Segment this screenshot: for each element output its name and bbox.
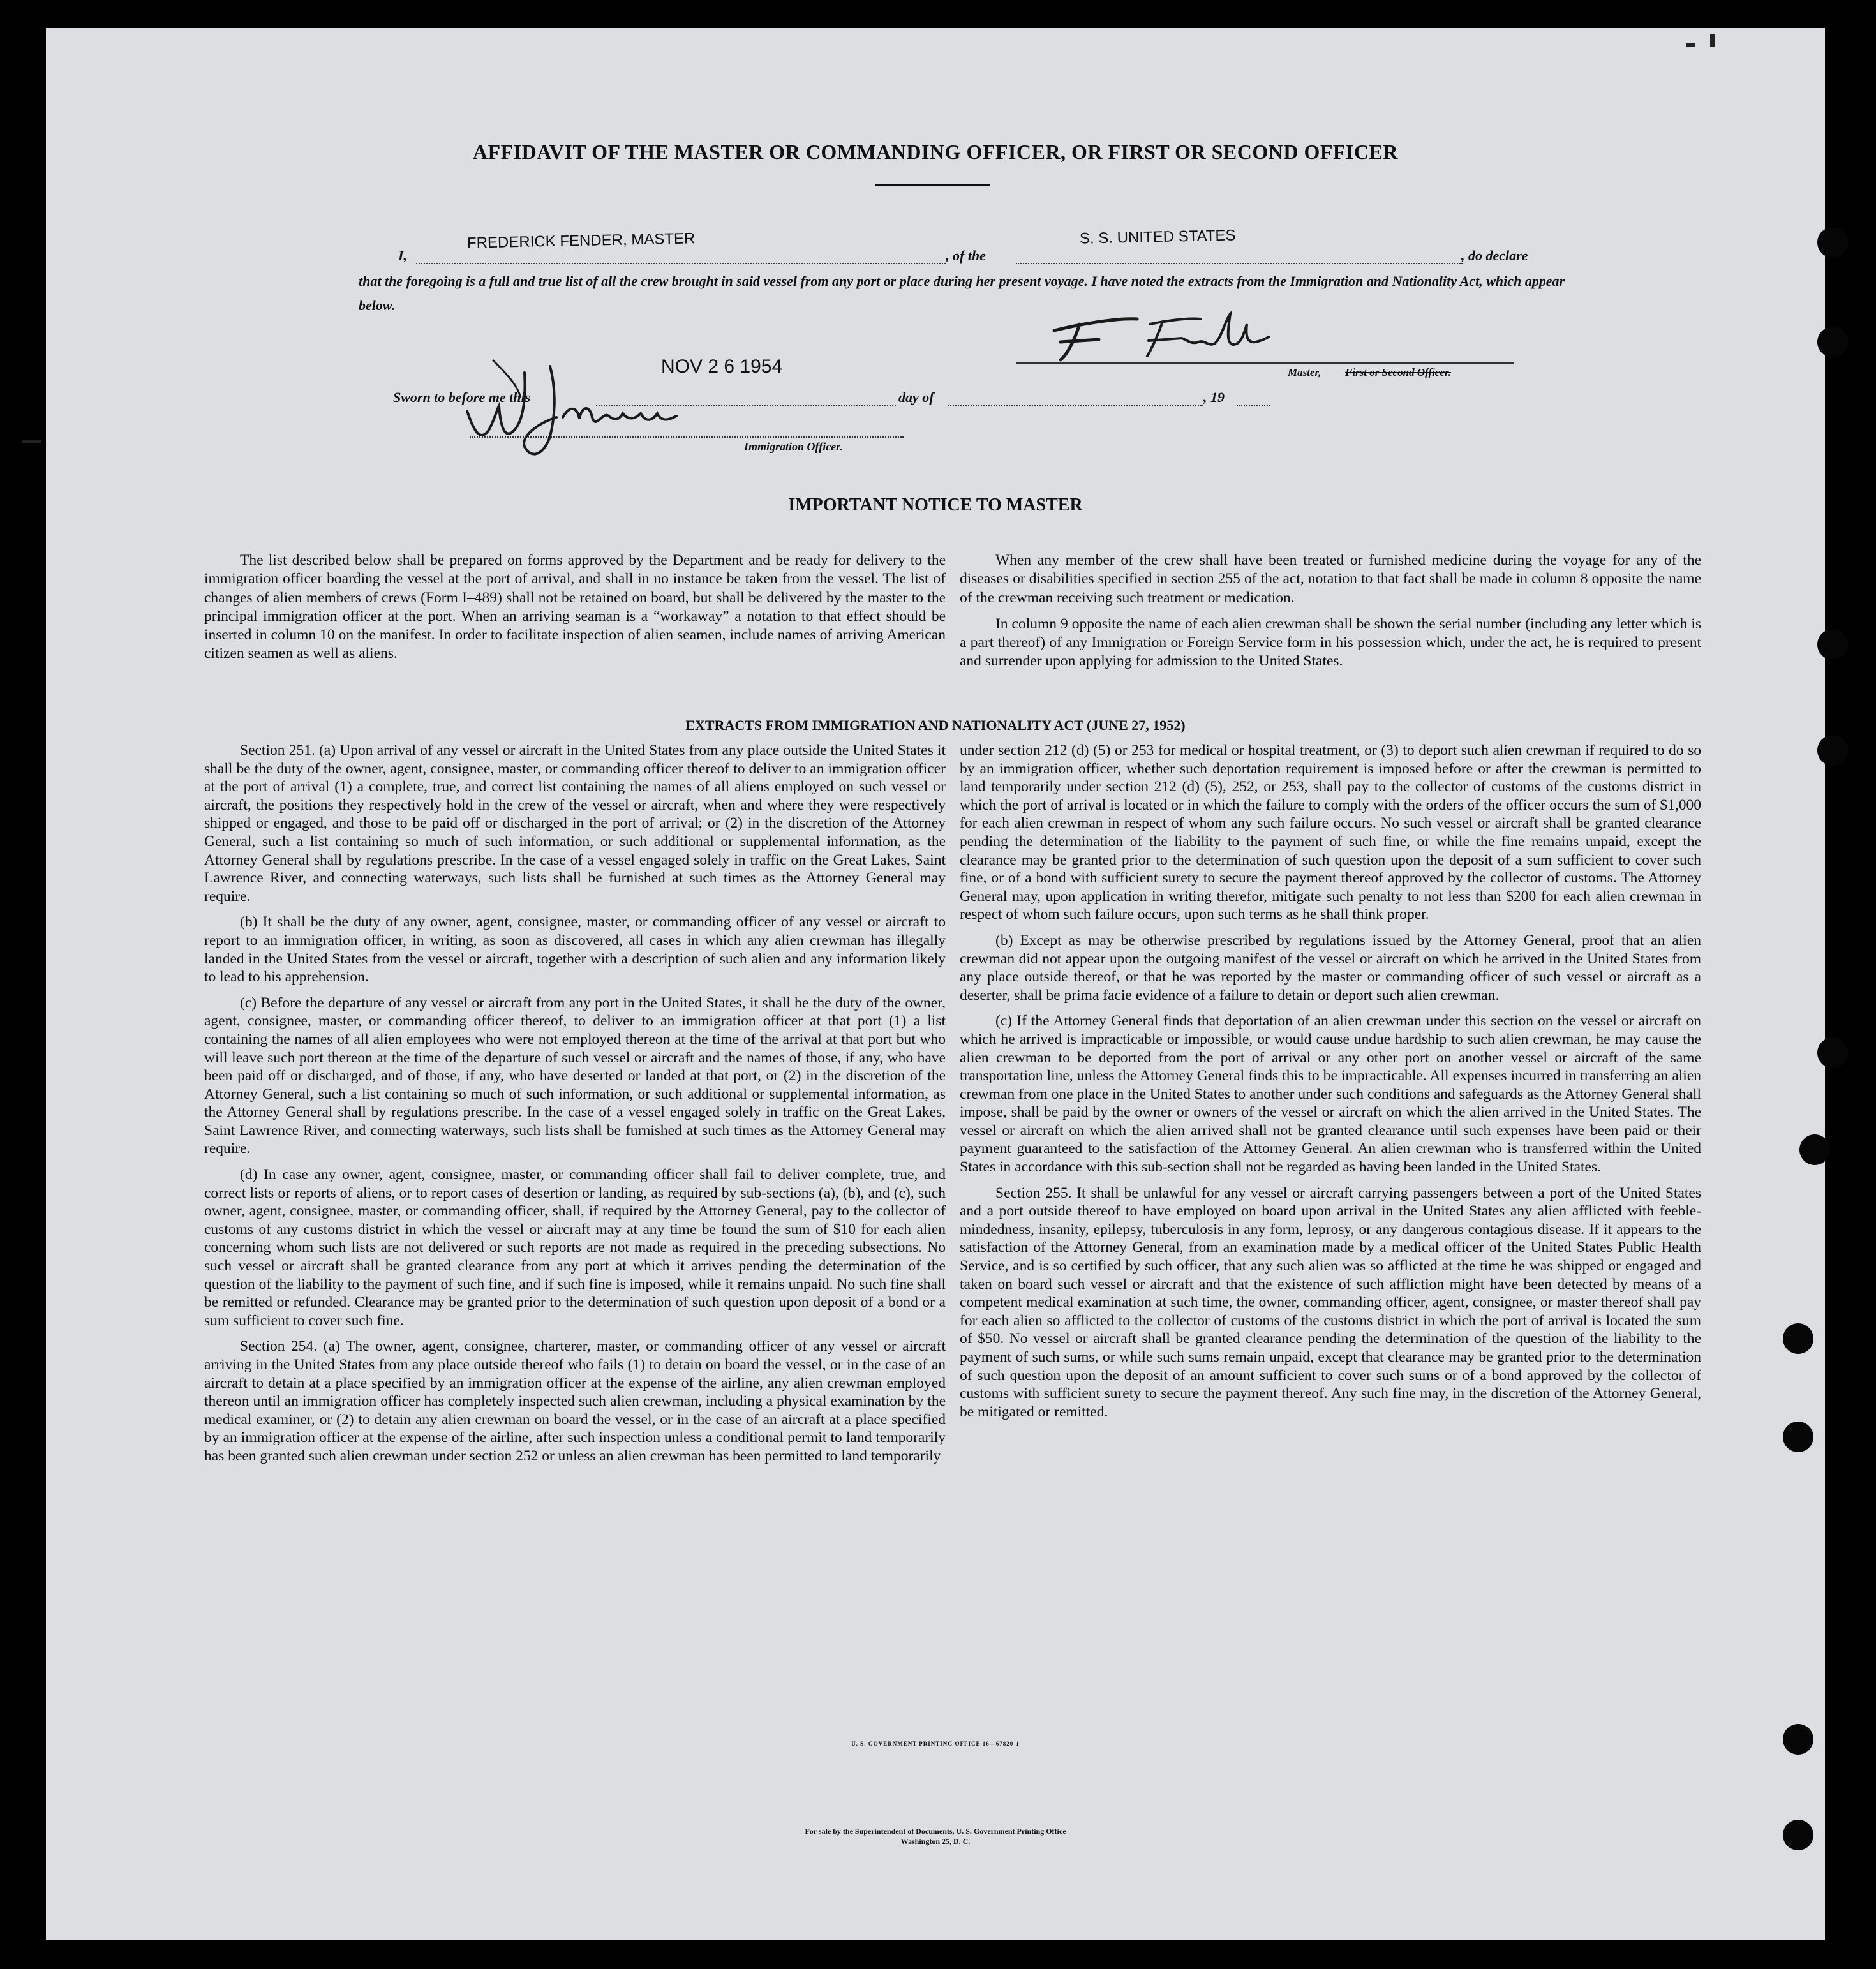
extract-paragraph: (b) Except as may be otherwise prescribed by regulations issued by the Attorney General, proof that an alien crewman did not appear upon the outgoing manifest of the vessel or aircraft on which he arrived in the United States from any place outside thereof, or that he was reported by the master or commanding officer of such vessel or aircraft as a deserter, shall be prima facie evidence of a failure to detain or deport such alien crewman. (960, 932, 1701, 1004)
immigration-officer-caption: Immigration Officer. (744, 440, 843, 453)
extracts-left-column (204, 741, 946, 1473)
extracts-heading: EXTRACTS FROM IMMIGRATION AND NATIONALITY ACT (JUNE 27, 1952) (685, 717, 1186, 733)
binder-hole (1783, 1422, 1813, 1452)
of-the-label: , of the (946, 248, 986, 264)
day-of-label: day of (898, 389, 934, 405)
binder-hole (1817, 735, 1848, 766)
extract-paragraph: (c) If the Attorney General finds that deportation of an alien crewman under this section on the vessel or aircraft on which he arrived is impracticable or impossible, or would cause undue hardship to such alien crewman, he may cause the alien crewman to be deported from the port of arrival or any other port on another vessel or aircraft of the same transportation line, unless the Attorney General finds this to be impracticable. All expenses incurred in transferring an alien crewman from one place in the United States to another under such conditions and safeguards as the Attorney General shall impose, shall be paid by the owner or owners of the vessel or aircraft on which the alien arrived in the United States. The vessel or aircraft on which the alien arrived shall not be granted clearance until such expenses have been paid or their payment guaranteed to the satisfaction of the Attorney General. An alien crewman who is transferred within the United States in accordance with this sub-section shall not be regarded as having been landed in the United States. (960, 1013, 1701, 1176)
scan-mark (1686, 43, 1695, 47)
sale-notice (46, 1826, 1825, 1846)
binder-hole (1817, 227, 1848, 258)
i-label: I, (398, 248, 408, 264)
declaration-statement: that the foregoing is a full and true list of all the crew brought in said vessel from any port or place during her present voyage. I have noted the extracts from the Immigration and Nationality Act, which appear below. (359, 273, 1565, 313)
immigration-officer-signature (454, 334, 722, 462)
extract-paragraph: (d) In case any owner, agent, consignee, master, or commanding officer shall fail to deliver complete, true, and correct lists or reports of aliens, or to report cases of desertion or landing, as required by sub-sections (a), (b), and (c), such owner, agent, consignee, master, or commanding officer, shall, if required by the Attorney General, pay to the collector of customs of any customs district in which the vessel or aircraft may at any time be found the sum of $10 for each alien concerning whom such lists are not delivered or such reports are not made as required in the preceding subsections. No such vessel or aircraft shall be granted clearance from any port at which it arrives pending the determination of the question of the liability to the payment of such fine, and if such fine is imposed, while it remains unpaid. No such fine shall be remitted or refunded. Clearance may be granted prior to the determination of such question upon deposit of a bond or a sum sufficient to cover such fine. (204, 1166, 946, 1329)
master-caption: Master, (1288, 366, 1321, 378)
binder-hole (1817, 327, 1848, 357)
master-signature (1041, 305, 1271, 362)
notice-right-column (960, 551, 1701, 679)
affidavit-page (46, 28, 1825, 1940)
extract-paragraph: Section 254. (a) The owner, agent, consignee, charterer, master, or commanding officer of any vessel or aircraft arriving in the United States from any place outside thereof who fails (1) to detain on board the vessel, or in the case of an aircraft to detain at a place specified by an immigration officer at the expense of the airline, any alien crewman employed thereon until an immigration officer has completely inspected such alien crewman, including a physical examination by the medical examiner, or (2) to detain any alien crewman on board the vessel, or in the case of an aircraft at a place specified by an immigration officer at the expense of the airline, after such inspection unless a conditional permit to land temporarily has been granted such alien crewman under section 252 or unless an alien crewman has been permitted to land temporarily (204, 1338, 946, 1464)
extracts-right-column (960, 741, 1701, 1429)
do-declare-label: , do declare (1461, 248, 1528, 264)
notice-left-column (204, 551, 946, 671)
binder-hole (1817, 1037, 1848, 1068)
sale-line: Washington 25, D. C. (900, 1837, 971, 1846)
extract-paragraph: (c) Before the departure of any vessel or aircraft from any port in the United States, it shall be the duty of the owner, agent, consignee, master, or commanding officer thereof, to deliver to an immigration officer at that port (1) a list containing the names of all alien employees who were not employed thereon at the time of the arrival at that port but who will leave such port thereon at the time of the departure of such vessel or aircraft and the names of those, if any, who have been paid off or discharged, and of those, if any, who have deserted or landed at that port, or (2) in the discretion of the Attorney General, such a list containing so much of such information, or such additional or supplemental information, as the Attorney General shall by regulations prescribe. In the case of a vessel engaged solely in traffic on the Great Lakes, Saint Lawrence River, and connecting waterways, such lists shall be furnished at such times as the Attorney General may require. (204, 994, 946, 1157)
gpo-imprint: U. S. GOVERNMENT PRINTING OFFICE 16—67820-1 (851, 1741, 1020, 1747)
date-stamp: NOV 2 6 1954 (661, 356, 783, 377)
binder-hole (1817, 629, 1848, 660)
title-rule (875, 184, 990, 186)
struck-officer-caption: First or Second Officer. (1345, 366, 1451, 378)
notice-right-paragraph: In column 9 opposite the name of each alien crewman shall be shown the serial number (including any letter which is a part thereof) of any Immigration or Foreign Service form in his possession which, under the act, he is required to present and surrender upon applying for admission to the United States. (960, 615, 1701, 670)
vessel-name-line (1016, 263, 1463, 264)
scan-mark (22, 440, 41, 443)
sworn-label: Sworn to before me this (393, 389, 531, 405)
sworn-month-line (948, 405, 1203, 406)
master-signature-line (1016, 362, 1514, 364)
master-name: FREDERICK FENDER, MASTER (466, 230, 696, 252)
extract-paragraph: (b) It shall be the duty of any owner, agent, consignee, master, or commanding officer of any vessel or aircraft to report to an immigration officer, in writing, as soon as discovered, all cases in which any alien crewman has illegally landed in the United States from the vessel or aircraft, together with a description of such alien and any information likely to lead to his apprehension. (204, 914, 946, 986)
notice-heading: IMPORTANT NOTICE TO MASTER (788, 495, 1083, 515)
vessel-name: S. S. UNITED STATES (1079, 227, 1236, 248)
sale-line: For sale by the Superintendent of Documents, U. S. Government Printing Office (805, 1827, 1066, 1836)
scan-mark (1710, 34, 1715, 47)
year-label: , 19 (1203, 389, 1225, 405)
binder-hole (1783, 1724, 1813, 1755)
binder-hole (1783, 1323, 1813, 1354)
extract-paragraph: under section 212 (d) (5) or 253 for medical or hospital treatment, or (3) to deport such alien crewman if required to do so by an immigration officer, whether such deportation requirement is imposed before or after the crewman is permitted to land temporarily under section 212 (d) (5), 252, or 253, shall pay to the collector of customs of the customs district in which the port of arrival is located or in which the failure to comply with the orders of the officer occurs the sum of $1,000 for each alien crewman in respect of whom any such failure occurs. No such vessel or aircraft shall be granted clearance pending the determination of the liability to the payment of such fine, or while the fine remains unpaid, except the clearance may be granted prior to the determination of such question upon the deposit of a sum sufficient to cover such fine, or of a bond with sufficient surety to secure the payment thereof approved by the collector of customs. The Attorney General may, upon application in writing therefor, mitigate such penalty to not less than $200 for each alien crewman in respect of whom such failure occurs, upon such terms as he shall think proper. (960, 742, 1701, 923)
sworn-year-line (1237, 405, 1270, 406)
extract-paragraph: Section 251. (a) Upon arrival of any vessel or aircraft in the United States from any place outside the United States it shall be the duty of the owner, agent, consignee, master, or commanding officer thereof to deliver to an immigration officer at the port of arrival (1) a complete, true, and correct list containing the names of all aliens employed on such vessel or aircraft, the positions they respectively hold in the crew of the vessel or aircraft, when and where they were respectively shipped or engaged, and those to be paid off or discharged in the port of arrival; or (2) in the discretion of the Attorney General, such a list containing so much of such information, or such additional or supplemental information, as the Attorney General shall by regulations prescribe. In the case of a vessel engaged solely in traffic on the Great Lakes, Saint Lawrence River, and connecting waterways, such lists shall be furnished at such times as the Attorney General may require. (204, 742, 946, 905)
binder-hole (1799, 1134, 1830, 1165)
notice-right-paragraph: When any member of the crew shall have been treated or furnished medicine during the voyage for any of the diseases or disabilities specified in section 255 of the act, notation to that fact shall be made in column 8 opposite the name of the crewman receiving such treatment or medication. (960, 552, 1701, 606)
master-name-line (416, 263, 946, 264)
affidavit-title: AFFIDAVIT OF THE MASTER OR COMMANDING OFFICER, OR FIRST OR SECOND OFFICER (473, 140, 1398, 163)
extract-paragraph: Section 255. It shall be unlawful for any vessel or aircraft carrying passengers between a port of the United States and a port outside thereof to have employed on board upon arrival in the United States any alien afflicted with feeble-mindedness, insanity, epilepsy, tuberculosis in any form, leprosy, or any dangerous contagious disease. If it appears to the satisfaction of the Attorney General, from an examination made by a medical officer of the United States Public Health Service, and is so certified by such officer, that any such alien was so afflicted at the time he was shipped or engaged and taken on board such vessel or aircraft and that the existence of such affliction might have been detected by means of a competent medical examination at such time, the owner, commanding officer, agent, consignee, or master thereof shall pay for each alien so afflicted to the collector of customs of the customs district in which the port of arrival is located the sum of $50. No vessel or aircraft shall be granted clearance pending the determination of the question of the liability to the payment of such sums, or while such sums remain unpaid, except that clearance may be granted prior to the determination of such question upon the deposit of an amount sufficient to cover such sums or of a bond approved by the collector of customs with sufficient surety to secure the payment thereof. Any such fine may, in the discretion of the Attorney General, be mitigated or remitted. (960, 1184, 1701, 1420)
notice-left-paragraph: The list described below shall be prepared on forms approved by the Department and be ready for delivery to the immigration officer boarding the vessel at the port of arrival, and shall in no instance be taken from the vessel. The list of changes of alien members of crews (Form I–489) shall not be retained on board, but shall be delivered by the master to the principal immigration officer at the port. When an arriving seaman is a “workaway” a notation to that effect should be inserted in column 10 on the manifest. In order to facilitate inspection of alien seamen, include names of arriving American citizen seamen as well as aliens. (204, 552, 946, 662)
